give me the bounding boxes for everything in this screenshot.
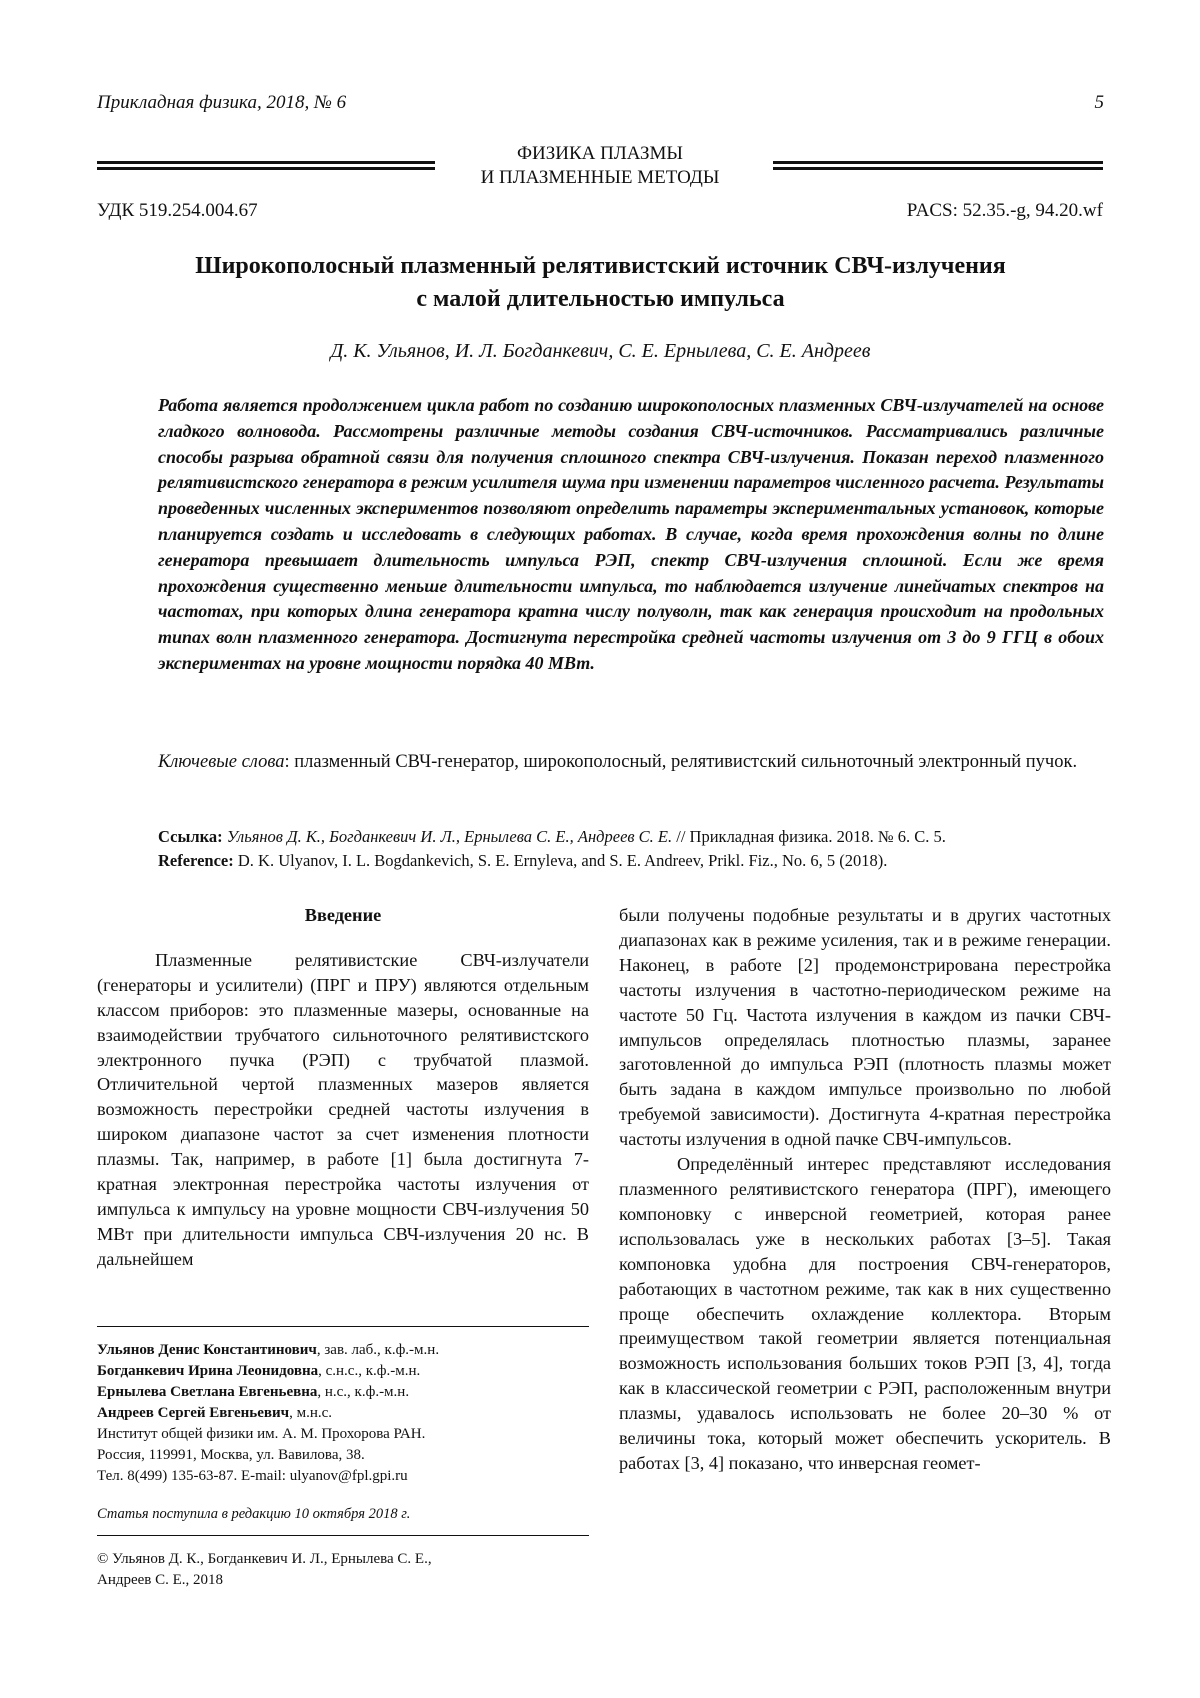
author-list: Д. К. Ульянов, И. Л. Богданкевич, С. Е. Ернылева, С. Е. Андреев [330,340,871,362]
copyright-line1: © Ульянов Д. К., Богданкевич И. Л., Ернылева С. Е., [97,1551,432,1567]
footnote-contact: Тел. 8(499) 135-63-87. E-mail: ulyanov@fpl.gpi.ru [97,1468,408,1484]
udk-code: УДК 519.254.004.67 [97,200,258,221]
running-head [97,92,1104,114]
citation-russian-label: Ссылка: [158,827,223,846]
keywords-label: Ключевые слова [158,752,285,772]
copyright-divider [97,1535,589,1536]
citation-russian-source: // Прикладная физика. 2018. № 6. С. 5. [672,827,946,846]
footnote-address: Россия, 119991, Москва, ул. Вавилова, 38. [97,1447,365,1463]
footnote-author [97,1340,589,1361]
citation-english-label: Reference: [158,851,234,870]
copyright-notice [97,1549,589,1591]
section-title-line2: И ПЛАЗМЕННЫЕ МЕТОДЫ [480,167,720,188]
footnote-author [97,1361,589,1382]
author-footnote [97,1340,589,1487]
footnote-author-name: Ульянов Денис Константинович [97,1342,317,1358]
page-number: 5 [1094,92,1104,113]
footnote-author-name: Андреев Сергей Евгеньевич [97,1405,290,1421]
footnote-author-role: , с.н.с., к.ф.-м.н. [318,1363,421,1379]
article-title-line1: Широкополосный плазменный релятивистский источник СВЧ-излучения [195,253,1006,279]
body-column-right [619,903,1111,1476]
received-date: Статья поступила в редакцию 10 октября 2018 г. [97,1506,411,1522]
copyright-line2: Андреев С. Е., 2018 [97,1572,224,1588]
citation-russian [158,825,1104,849]
body-paragraph: Плазменные релятивистские СВЧ-излучатели (генераторы и усилители) (ПРГ и ПРУ) являются отдельным классом приборов: это плазменные мазеры, основанные на взаимодействии трубчатого сильноточного релятивистского электронного пучка (РЭП) с трубчатой плазмой. Отличительной чертой плазменных мазеров является возможность перестройки средней частоты излучения в широком диапазоне частот за счет изменения плотности плазмы. Так, например, в работе [1] была достигнута 7-кратная электронная перестройка частоты излучения от импульса к импульсу на уровне мощности СВЧ-излучения 50 МВт при длительности импульса СВЧ-излучения 20 нс. В дальнейшем [97,949,589,1269]
article-title [97,250,1104,316]
footnote-author-role: , зав. лаб., к.ф.-м.н. [316,1342,440,1358]
abstract: Работа является продолжением цикла работ по созданию широкополосных плазменных СВЧ-излучателей на основе гладкого волновода. Рассмотрены различные методы создания СВЧ-источников. Рассматривались различные способы разрыва обратной связи для получения сплошного спектра СВЧ-излучения. Показан переход плазменного релятивистского генератора в режим усилителя шума при изменении параметров численного расчета. Результаты проведенных численных экспериментов позволяют определить параметры экспериментальных установок, которые планируется создать и исследовать в следующих работах. В случае, когда время прохождения волны по длине генератора превышает длительность импульса РЭП, спектр СВЧ-излучения сплошной. Если же время прохождения существенно меньше длительности импульса, то наблюдается излучение линейчатых спектров на частотах, при которых длина генератора кратна числу полуволн, так как генерация происходит на продольных типах волн плазменного генератора. Достигнута перестройка средней частоты излучения от 3 до 9 ГГЦ в обоих экспериментах на уровне мощности порядка 40 МВт. [158,395,1104,673]
pacs-code: PACS: 52.35.-g, 94.20.wf [906,200,1103,221]
citation-russian-authors: Ульянов Д. К., Богданкевич И. Л., Ернылева С. Е., Андреев С. Е. [226,827,673,846]
keywords-text: : плазменный СВЧ-генератор, широкополосный, релятивистский сильноточный электронный пучок. [284,752,1078,772]
footnote-author-name: Ернылева Светлана Евгеньевна [97,1384,318,1400]
citation-english [158,849,1104,873]
footnote-author [97,1382,589,1403]
citation-english-text: D. K. Ulyanov, I. L. Bogdankevich, S. E. Ernyleva, and S. E. Andreev, Prikl. Fiz., No. 6, 5 (2018). [233,851,888,870]
footnote-author [97,1403,589,1424]
keywords [158,750,1104,775]
article-title-line2: с малой длительностью импульса [416,286,785,312]
section-title [0,142,1200,190]
section-title-line1: ФИЗИКА ПЛАЗМЫ [517,143,683,164]
introduction-heading: Введение [304,905,382,925]
footnote-author-role: , м.н.с. [289,1405,333,1421]
body-paragraph: Определённый интерес представляют исследования плазменного релятивистского генератора (ПРГ), имеющего компоновку с инверсной геометрией, которая ранее использовалась уже в нескольких работах [3–5]. Такая компоновка удобна для построения СВЧ-генераторов, работающих в частотном режиме, так как в них существенно проще обеспечить охлаждение коллектора. Вторым преимуществом такой геометрии является потенциальная возможность использования больших токов РЭП [3, 4], тогда как в классической геометрии с РЭП, расположенным внутри плазмы, удавалось использовать не более 20–30 % от величины тока, который может обеспечить ускоритель. В работах [3, 4] показано, что инверсная геомет- [619,1154,1111,1473]
footnote-affiliation: Институт общей физики им. А. М. Прохорова РАН. [97,1426,426,1442]
footnote-author-role: , н.с., к.ф.-м.н. [317,1384,410,1400]
body-paragraph: были получены подобные результаты и в других частотных диапазонах как в режиме усиления, так и в режиме генерации. Наконец, в работе [2] продемонстрирована перестройка частоты излучения в частотно-периодическом режиме на частоте 50 Гц. Частота излучения в каждом из пачки СВЧ-импульсов определялась плотностью плазмы, заранее заготовленной до импульса РЭП (плотность плазмы может быть задана в каждом импульсе произвольно по любой требуемой зависимости). Достигнута 4-кратная перестройка частоты излучения в одной пачке СВЧ-импульсов. [619,905,1111,1150]
footnote-author-name: Богданкевич Ирина Леонидовна [97,1363,319,1379]
journal-citation: Прикладная физика, 2018, № 6 [97,92,347,113]
footnote-divider [97,1326,589,1327]
body-column-left [97,903,589,1272]
citation-block [158,825,1104,873]
